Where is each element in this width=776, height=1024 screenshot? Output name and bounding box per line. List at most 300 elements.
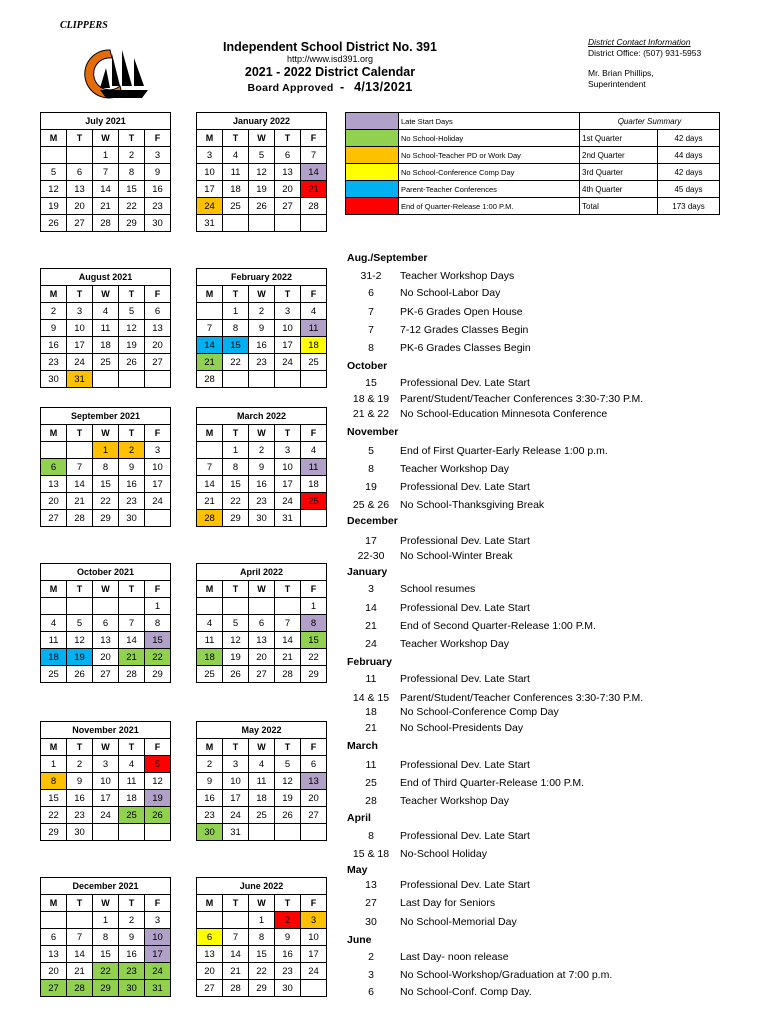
day-cell: 9 bbox=[67, 773, 93, 790]
day-cell: 19 bbox=[41, 198, 67, 215]
legend-swatch bbox=[346, 198, 399, 215]
day-cell: 1 bbox=[93, 147, 119, 164]
day-cell: 30 bbox=[275, 980, 301, 997]
day-cell: 14 bbox=[275, 632, 301, 649]
day-cell: 4 bbox=[301, 442, 327, 459]
day-cell bbox=[145, 824, 171, 841]
weekday-header: M bbox=[41, 895, 67, 912]
legend-row bbox=[346, 164, 580, 181]
weekday-header: T bbox=[223, 425, 249, 442]
event-text: No School-Presidents Day bbox=[400, 722, 524, 734]
legend-label: End of Quarter-Release 1:00 P.M. bbox=[399, 198, 580, 215]
day-cell bbox=[275, 215, 301, 232]
day-cell: 24 bbox=[275, 493, 301, 510]
day-cell: 25 bbox=[93, 354, 119, 371]
weekday-header: F bbox=[301, 286, 327, 303]
event-date: 13 bbox=[365, 879, 377, 891]
event-date: 21 & 22 bbox=[352, 408, 390, 420]
day-cell bbox=[249, 824, 275, 841]
weekday-header: M bbox=[197, 739, 223, 756]
day-cell: 21 bbox=[301, 181, 327, 198]
day-cell: 7 bbox=[93, 164, 119, 181]
day-cell bbox=[41, 147, 67, 164]
day-cell: 20 bbox=[301, 790, 327, 807]
event-text: Professional Dev. Late Start bbox=[400, 673, 530, 685]
event-text: No School-Conference Comp Day bbox=[400, 706, 559, 718]
day-cell: 28 bbox=[197, 371, 223, 388]
day-cell: 25 bbox=[223, 198, 249, 215]
day-cell: 8 bbox=[249, 929, 275, 946]
day-cell: 21 bbox=[93, 198, 119, 215]
day-cell bbox=[41, 598, 67, 615]
event-date: 25 bbox=[365, 777, 377, 789]
day-cell: 29 bbox=[41, 824, 67, 841]
day-cell: 28 bbox=[197, 510, 223, 527]
week-row bbox=[41, 510, 171, 527]
event-month-heading: Aug./September bbox=[347, 252, 428, 264]
weekday-header: T bbox=[275, 895, 301, 912]
day-cell: 13 bbox=[145, 320, 171, 337]
day-cell: 5 bbox=[249, 147, 275, 164]
event-month-heading: December bbox=[347, 515, 398, 527]
month-title: September 2021 bbox=[41, 408, 171, 425]
day-cell bbox=[301, 824, 327, 841]
day-cell: 22 bbox=[223, 354, 249, 371]
day-cell: 12 bbox=[249, 164, 275, 181]
day-cell: 17 bbox=[223, 790, 249, 807]
day-cell: 2 bbox=[249, 442, 275, 459]
day-cell: 19 bbox=[67, 649, 93, 666]
week-row bbox=[41, 371, 171, 388]
day-cell: 20 bbox=[197, 963, 223, 980]
quarter-summary bbox=[579, 112, 720, 215]
day-cell: 4 bbox=[41, 615, 67, 632]
day-cell bbox=[275, 598, 301, 615]
week-row bbox=[41, 824, 171, 841]
day-cell: 29 bbox=[119, 215, 145, 232]
day-cell: 3 bbox=[93, 756, 119, 773]
day-cell: 15 bbox=[301, 632, 327, 649]
month-calendar bbox=[196, 721, 327, 841]
quarter-label: 4th Quarter bbox=[580, 181, 658, 198]
day-cell: 12 bbox=[223, 632, 249, 649]
day-cell: 13 bbox=[41, 476, 67, 493]
event-text: Professional Dev. Late Start bbox=[400, 602, 530, 614]
week-row bbox=[197, 615, 327, 632]
day-cell: 1 bbox=[223, 442, 249, 459]
contact-role: Superintendent bbox=[588, 78, 646, 89]
week-row bbox=[41, 442, 171, 459]
day-cell: 17 bbox=[145, 476, 171, 493]
day-cell: 15 bbox=[93, 946, 119, 963]
month-calendar bbox=[40, 877, 171, 997]
week-row bbox=[197, 476, 327, 493]
day-cell bbox=[119, 824, 145, 841]
event-text: Last Day for Seniors bbox=[400, 897, 496, 909]
day-cell: 8 bbox=[223, 459, 249, 476]
event-date: 14 & 15 bbox=[352, 692, 390, 704]
day-cell: 12 bbox=[275, 773, 301, 790]
day-cell: 16 bbox=[119, 946, 145, 963]
day-cell: 26 bbox=[41, 215, 67, 232]
day-cell: 1 bbox=[93, 912, 119, 929]
weekday-header: W bbox=[93, 425, 119, 442]
district-url[interactable]: http://www.isd391.org bbox=[286, 54, 374, 64]
weekday-header: W bbox=[93, 581, 119, 598]
weekday-header: T bbox=[67, 130, 93, 147]
day-cell bbox=[93, 598, 119, 615]
day-cell: 24 bbox=[93, 807, 119, 824]
day-cell: 19 bbox=[223, 649, 249, 666]
day-cell bbox=[249, 598, 275, 615]
day-cell: 11 bbox=[249, 773, 275, 790]
day-cell: 13 bbox=[93, 632, 119, 649]
weekday-header: F bbox=[301, 130, 327, 147]
day-cell: 6 bbox=[197, 929, 223, 946]
day-cell: 22 bbox=[145, 649, 171, 666]
day-cell: 15 bbox=[223, 337, 249, 354]
month-title: June 2022 bbox=[197, 878, 327, 895]
day-cell: 15 bbox=[223, 476, 249, 493]
event-text: Last Day- noon release bbox=[400, 951, 509, 963]
day-cell bbox=[249, 215, 275, 232]
day-cell bbox=[197, 303, 223, 320]
event-month-heading: April bbox=[347, 812, 371, 824]
day-cell: 22 bbox=[93, 493, 119, 510]
event-date: 21 bbox=[365, 722, 377, 734]
day-cell: 18 bbox=[197, 649, 223, 666]
day-cell bbox=[301, 980, 327, 997]
day-cell: 26 bbox=[119, 354, 145, 371]
event-date: 18 & 19 bbox=[352, 393, 390, 405]
day-cell: 24 bbox=[223, 807, 249, 824]
day-cell bbox=[275, 371, 301, 388]
event-date: 8 bbox=[368, 830, 374, 842]
weekday-header: T bbox=[67, 425, 93, 442]
event-text: No School-Thanksgiving Break bbox=[400, 499, 545, 511]
day-cell bbox=[301, 215, 327, 232]
week-row bbox=[41, 493, 171, 510]
week-row bbox=[197, 371, 327, 388]
day-cell: 26 bbox=[223, 666, 249, 683]
quarter-days: 42 days bbox=[658, 164, 720, 181]
legend-row bbox=[346, 181, 580, 198]
day-cell: 19 bbox=[275, 790, 301, 807]
day-cell: 31 bbox=[275, 510, 301, 527]
week-row bbox=[197, 598, 327, 615]
day-cell bbox=[67, 598, 93, 615]
day-cell: 18 bbox=[249, 790, 275, 807]
day-cell: 27 bbox=[249, 666, 275, 683]
day-cell: 1 bbox=[223, 303, 249, 320]
day-cell: 3 bbox=[275, 442, 301, 459]
event-month-heading: March bbox=[347, 740, 378, 752]
day-cell: 25 bbox=[301, 354, 327, 371]
day-cell: 22 bbox=[301, 649, 327, 666]
week-row bbox=[197, 459, 327, 476]
legend-row bbox=[346, 113, 580, 130]
day-cell: 6 bbox=[41, 459, 67, 476]
event-date: 8 bbox=[368, 342, 374, 354]
legend-row bbox=[346, 147, 580, 164]
day-cell: 9 bbox=[275, 929, 301, 946]
day-cell: 17 bbox=[67, 337, 93, 354]
day-cell: 17 bbox=[145, 946, 171, 963]
weekday-header: F bbox=[301, 895, 327, 912]
day-cell: 22 bbox=[249, 963, 275, 980]
day-cell: 23 bbox=[145, 198, 171, 215]
day-cell: 30 bbox=[249, 510, 275, 527]
day-cell bbox=[41, 912, 67, 929]
day-cell: 16 bbox=[119, 476, 145, 493]
day-cell: 1 bbox=[93, 442, 119, 459]
day-cell: 9 bbox=[197, 773, 223, 790]
weekday-header: T bbox=[275, 286, 301, 303]
day-cell: 13 bbox=[301, 773, 327, 790]
logo-text: CLIPPERS bbox=[60, 20, 108, 31]
month-title: December 2021 bbox=[41, 878, 171, 895]
day-cell: 7 bbox=[275, 615, 301, 632]
week-row bbox=[41, 929, 171, 946]
week-row bbox=[197, 980, 327, 997]
day-cell: 2 bbox=[197, 756, 223, 773]
event-text: End of First Quarter-Early Release 1:00 p.m. bbox=[400, 445, 608, 457]
day-cell bbox=[119, 598, 145, 615]
quarter-row bbox=[580, 130, 720, 147]
day-cell bbox=[223, 912, 249, 929]
day-cell: 4 bbox=[223, 147, 249, 164]
quarter-row bbox=[580, 198, 720, 215]
day-cell: 23 bbox=[275, 963, 301, 980]
day-cell: 18 bbox=[93, 337, 119, 354]
day-cell bbox=[223, 371, 249, 388]
event-text: PK-6 Grades Classes Begin bbox=[400, 342, 531, 354]
day-cell: 8 bbox=[41, 773, 67, 790]
day-cell: 11 bbox=[93, 320, 119, 337]
day-cell: 21 bbox=[197, 493, 223, 510]
weekday-header: M bbox=[41, 425, 67, 442]
event-date: 7 bbox=[368, 306, 374, 318]
week-row bbox=[197, 632, 327, 649]
event-date: 30 bbox=[365, 916, 377, 928]
day-cell bbox=[93, 824, 119, 841]
day-cell: 28 bbox=[119, 666, 145, 683]
day-cell: 16 bbox=[249, 337, 275, 354]
day-cell: 23 bbox=[67, 807, 93, 824]
day-cell: 4 bbox=[93, 303, 119, 320]
day-cell: 31 bbox=[197, 215, 223, 232]
day-cell: 7 bbox=[67, 929, 93, 946]
contact-title: District Contact Information bbox=[588, 37, 691, 47]
day-cell: 28 bbox=[67, 980, 93, 997]
quarter-label: 1st Quarter bbox=[580, 130, 658, 147]
day-cell: 8 bbox=[145, 615, 171, 632]
day-cell: 21 bbox=[197, 354, 223, 371]
weekday-header: M bbox=[197, 425, 223, 442]
day-cell: 24 bbox=[301, 963, 327, 980]
day-cell bbox=[41, 442, 67, 459]
legend-label: No School-Holiday bbox=[399, 130, 580, 147]
weekday-header: F bbox=[145, 739, 171, 756]
day-cell: 30 bbox=[67, 824, 93, 841]
day-cell: 4 bbox=[119, 756, 145, 773]
day-cell: 16 bbox=[275, 946, 301, 963]
week-row bbox=[41, 615, 171, 632]
quarter-label: 2nd Quarter bbox=[580, 147, 658, 164]
day-cell bbox=[249, 371, 275, 388]
day-cell: 10 bbox=[275, 320, 301, 337]
approval-line bbox=[180, 80, 480, 95]
day-cell: 26 bbox=[275, 807, 301, 824]
week-row bbox=[197, 790, 327, 807]
day-cell: 6 bbox=[301, 756, 327, 773]
day-cell: 27 bbox=[41, 510, 67, 527]
calendar-title: 2021 - 2022 District Calendar bbox=[244, 65, 416, 79]
week-row bbox=[41, 147, 171, 164]
day-cell: 1 bbox=[41, 756, 67, 773]
event-text: PK-6 Grades Open House bbox=[400, 306, 523, 318]
day-cell: 6 bbox=[93, 615, 119, 632]
week-row bbox=[197, 337, 327, 354]
day-cell: 17 bbox=[275, 337, 301, 354]
day-cell: 12 bbox=[41, 181, 67, 198]
event-text: Teacher Workshop Day bbox=[400, 795, 509, 807]
event-date: 8 bbox=[368, 463, 374, 475]
day-cell: 18 bbox=[41, 649, 67, 666]
contact-info bbox=[588, 37, 748, 89]
event-date: 19 bbox=[365, 481, 377, 493]
day-cell: 14 bbox=[197, 476, 223, 493]
day-cell: 20 bbox=[145, 337, 171, 354]
week-row bbox=[41, 773, 171, 790]
day-cell: 11 bbox=[301, 320, 327, 337]
month-calendar bbox=[40, 268, 171, 388]
day-cell: 6 bbox=[67, 164, 93, 181]
day-cell: 2 bbox=[119, 442, 145, 459]
week-row bbox=[41, 632, 171, 649]
day-cell: 14 bbox=[301, 164, 327, 181]
day-cell: 27 bbox=[93, 666, 119, 683]
legend-label: No School-Teacher PD or Work Day bbox=[399, 147, 580, 164]
event-text: 7-12 Grades Classes Begin bbox=[400, 324, 529, 336]
event-text: No School-Education Minnesota Conference bbox=[400, 408, 608, 420]
weekday-header: W bbox=[93, 130, 119, 147]
weekday-header: T bbox=[223, 130, 249, 147]
day-cell bbox=[197, 912, 223, 929]
day-cell: 7 bbox=[119, 615, 145, 632]
month-calendar bbox=[40, 721, 171, 841]
day-cell bbox=[67, 147, 93, 164]
event-text: No School-Conf. Comp Day. bbox=[400, 986, 532, 998]
weekday-header: T bbox=[67, 286, 93, 303]
day-cell: 12 bbox=[67, 632, 93, 649]
day-cell: 16 bbox=[145, 181, 171, 198]
day-cell: 27 bbox=[197, 980, 223, 997]
event-date: 21 bbox=[365, 620, 377, 632]
day-cell bbox=[301, 371, 327, 388]
day-cell: 22 bbox=[119, 198, 145, 215]
day-cell: 21 bbox=[223, 963, 249, 980]
day-cell: 23 bbox=[249, 354, 275, 371]
weekday-header: W bbox=[249, 130, 275, 147]
day-cell: 7 bbox=[197, 459, 223, 476]
day-cell: 29 bbox=[145, 666, 171, 683]
day-cell: 27 bbox=[67, 215, 93, 232]
day-cell: 3 bbox=[145, 442, 171, 459]
event-text: Parent/Student/Teacher Conferences 3:30-7:30 P.M. bbox=[400, 692, 644, 704]
contact-name: Mr. Brian Phillips, bbox=[588, 68, 654, 78]
day-cell: 1 bbox=[301, 598, 327, 615]
event-month-heading: January bbox=[347, 566, 388, 578]
week-row bbox=[41, 215, 171, 232]
day-cell: 9 bbox=[145, 164, 171, 181]
event-text: End of Second Quarter-Release 1:00 P.M. bbox=[400, 620, 596, 632]
day-cell: 7 bbox=[301, 147, 327, 164]
week-row bbox=[41, 320, 171, 337]
day-cell: 23 bbox=[249, 493, 275, 510]
day-cell: 5 bbox=[67, 615, 93, 632]
week-row bbox=[41, 912, 171, 929]
legend-label: Late Start Days bbox=[399, 113, 580, 130]
week-row bbox=[41, 198, 171, 215]
weekday-header: T bbox=[67, 895, 93, 912]
event-text: No-School Holiday bbox=[400, 848, 487, 860]
quarter-row bbox=[580, 181, 720, 198]
day-cell: 13 bbox=[41, 946, 67, 963]
day-cell: 26 bbox=[145, 807, 171, 824]
day-cell: 22 bbox=[93, 963, 119, 980]
day-cell: 27 bbox=[41, 980, 67, 997]
day-cell bbox=[301, 510, 327, 527]
week-row bbox=[197, 649, 327, 666]
day-cell: 15 bbox=[93, 476, 119, 493]
day-cell bbox=[145, 371, 171, 388]
day-cell: 10 bbox=[145, 459, 171, 476]
month-calendar bbox=[40, 563, 171, 683]
quarter-row bbox=[580, 164, 720, 181]
event-date: 2 bbox=[368, 951, 374, 963]
event-text: End of Third Quarter-Release 1:00 P.M. bbox=[400, 777, 585, 789]
week-row bbox=[41, 598, 171, 615]
day-cell: 23 bbox=[41, 354, 67, 371]
day-cell: 9 bbox=[249, 320, 275, 337]
day-cell bbox=[197, 442, 223, 459]
day-cell: 5 bbox=[145, 756, 171, 773]
event-month-heading: February bbox=[347, 656, 392, 668]
event-text: Teacher Workshop Days bbox=[400, 270, 515, 282]
weekday-header: M bbox=[197, 130, 223, 147]
day-cell: 2 bbox=[119, 147, 145, 164]
week-row bbox=[197, 807, 327, 824]
weekday-header: W bbox=[249, 739, 275, 756]
week-row bbox=[41, 807, 171, 824]
month-title: May 2022 bbox=[197, 722, 327, 739]
day-cell: 27 bbox=[145, 354, 171, 371]
day-cell: 28 bbox=[67, 510, 93, 527]
day-cell: 16 bbox=[197, 790, 223, 807]
week-row bbox=[41, 980, 171, 997]
day-cell: 9 bbox=[119, 929, 145, 946]
day-cell: 8 bbox=[301, 615, 327, 632]
day-cell: 7 bbox=[223, 929, 249, 946]
event-text: Professional Dev. Late Start bbox=[400, 481, 530, 493]
day-cell: 18 bbox=[119, 790, 145, 807]
weekday-header: T bbox=[119, 581, 145, 598]
day-cell: 3 bbox=[145, 912, 171, 929]
week-row bbox=[41, 303, 171, 320]
quarter-days: 45 days bbox=[658, 181, 720, 198]
week-row bbox=[197, 320, 327, 337]
